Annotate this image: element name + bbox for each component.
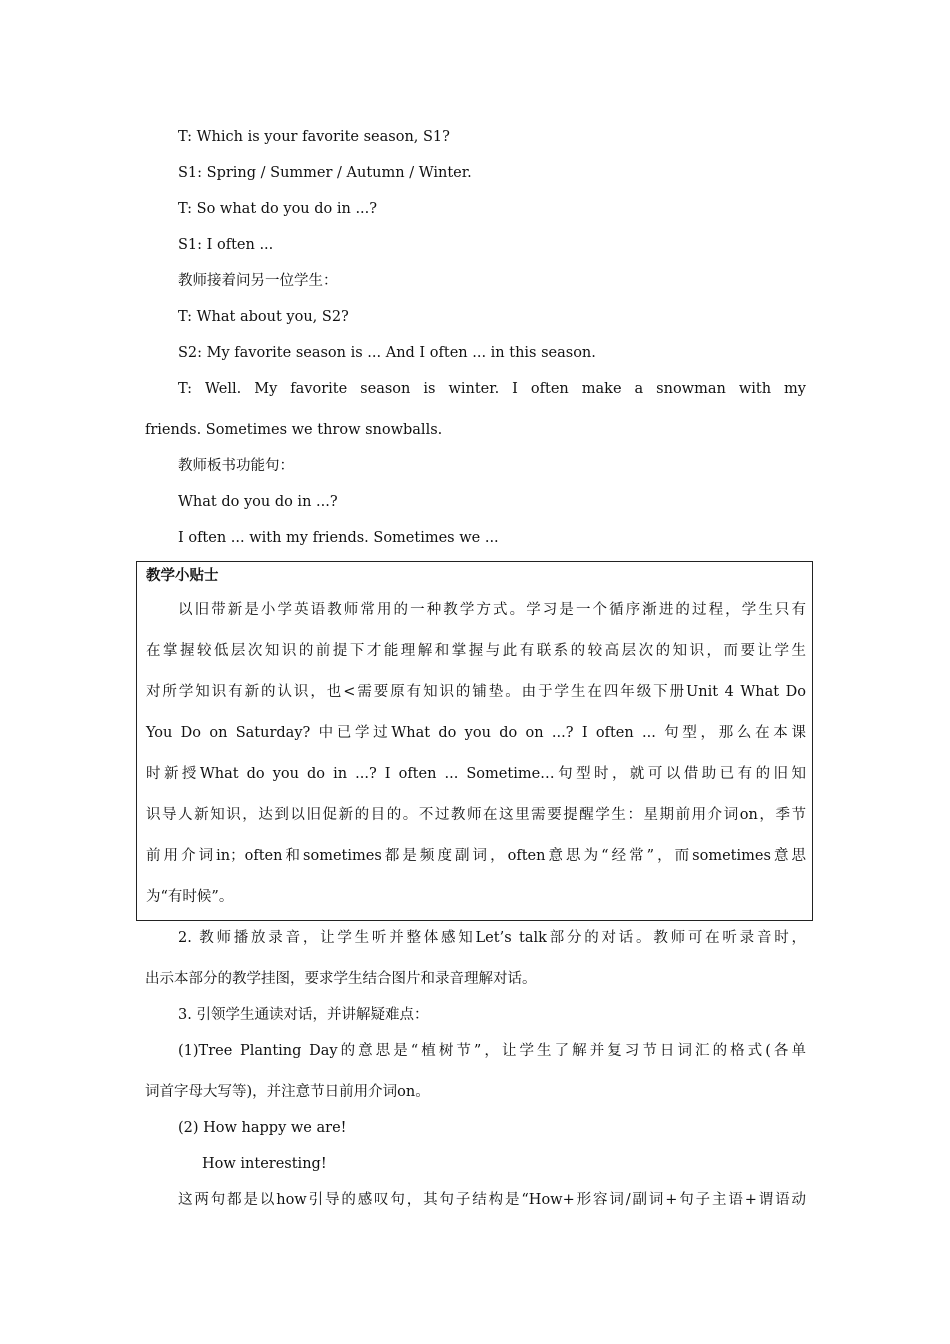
tip-line: 以旧带新是小学英语教师常用的一种教学方式。学习是一个循序渐进的过程，学生只有 xyxy=(178,602,806,618)
step-2-line: 2. 教师播放录音，让学生听并整体感知Let’s talk部分的对话。教师可在听录音时， xyxy=(178,930,806,946)
dialogue-line: S1: I often ... xyxy=(178,237,274,253)
teaching-tip-box xyxy=(136,561,813,921)
tip-line: 对所学知识有新的认识，也<需要原有知识的铺垫。由于学生在四年级下册Unit 4 What Do xyxy=(146,684,806,700)
tip-line: 在掌握较低层次知识的前提下才能理解和掌握与此有联系的较高层次的知识，而要让学生 xyxy=(146,643,806,659)
tip-title: 教学小贴士 xyxy=(146,568,219,584)
instruction-line: 教师接着问另一位学生： xyxy=(178,273,338,289)
point-1-line-continued: 词首字母大写等)，并注意节日前用介词on。 xyxy=(145,1084,430,1100)
point-1-line: (1)Tree Planting Day的意思是“植树节”，让学生了解并复习节日词汇的格式(各单 xyxy=(178,1043,806,1059)
step-3-heading: 3. 引领学生通读对话，并讲解疑难点： xyxy=(178,1007,429,1023)
tip-line: 为“有时候”。 xyxy=(146,889,234,905)
dialogue-line: T: What about you, S2? xyxy=(178,309,349,325)
step-2-line-continued: 出示本部分的教学挂图，要求学生结合图片和录音理解对话。 xyxy=(145,971,537,987)
teacher-line: T: Well. My favorite season is winter. I often make a snowman with my xyxy=(178,381,806,397)
tip-line: 时新授What do you do in ...? I often ... Sometime…句型时，就可以借助已有的旧知 xyxy=(146,766,806,782)
board-sentence: I often ... with my friends. Sometimes we ... xyxy=(178,530,499,546)
tip-line: 前用介词in；often和sometimes都是频度副词，often意思为“经常”，而sometimes意思 xyxy=(146,848,806,864)
dialogue-line: T: Which is your favorite season, S1? xyxy=(178,129,450,145)
explanation-line: 这两句都是以how引导的感叹句，其句子结构是“How+形容词/副词+句子主语+谓语动 xyxy=(178,1192,806,1208)
point-2-line: (2) How happy we are! xyxy=(178,1120,347,1136)
board-sentence: What do you do in ...? xyxy=(178,494,338,510)
dialogue-line: T: So what do you do in ...? xyxy=(178,201,378,217)
teacher-line-continued: friends. Sometimes we throw snowballs. xyxy=(145,422,443,438)
dialogue-line: S1: Spring / Summer / Autumn / Winter. xyxy=(178,165,472,181)
point-2-line-continued: How interesting! xyxy=(202,1156,327,1172)
tip-line: 识导人新知识，达到以旧促新的目的。不过教师在这里需要提醒学生：星期前用介词on，季节 xyxy=(146,807,806,823)
dialogue-line: S2: My favorite season is ... And I often ... in this season. xyxy=(178,345,596,361)
tip-line: You Do on Saturday? 中已学过What do you do on ...? I often ... 句型，那么在本课 xyxy=(146,725,806,741)
board-heading: 教师板书功能句： xyxy=(178,458,294,474)
